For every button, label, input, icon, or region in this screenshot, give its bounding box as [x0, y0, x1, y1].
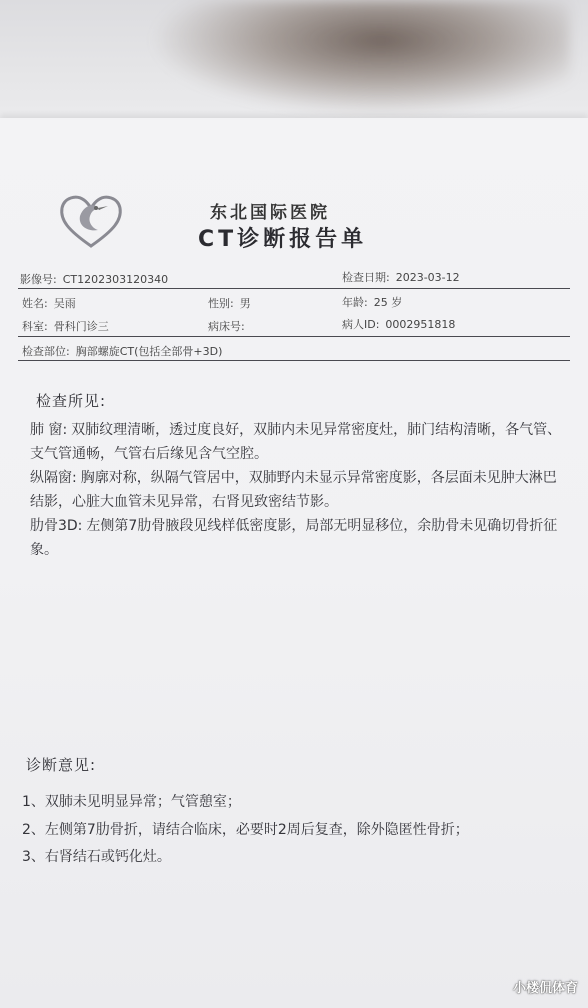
department-value: 骨科门诊三: [53, 320, 109, 333]
age-field: [342, 294, 402, 310]
rib-3d-paragraph: [30, 514, 568, 562]
blurred-hand-shadow: [150, 0, 570, 115]
exam-date-label: 检查日期:: [342, 271, 390, 284]
hospital-name: 东北国际医院: [210, 203, 330, 223]
age-label: 年龄:: [342, 296, 368, 309]
divider-line: [18, 360, 570, 361]
ward-field: [208, 318, 251, 334]
report-title: CT诊断报告单: [198, 227, 368, 252]
gender-value: 男: [239, 297, 251, 310]
watermark-text: 小楼侃体育: [512, 981, 578, 996]
name-label: 姓名:: [22, 297, 48, 310]
image-number-field: [20, 271, 168, 287]
name-value: 吴雨: [53, 297, 76, 310]
patient-id-value: 0002951818: [385, 318, 456, 331]
name-field: [22, 295, 76, 311]
exam-date-value: 2023-03-12: [395, 271, 460, 284]
image-number-value: CT1202303120340: [62, 273, 169, 286]
department-label: 科室:: [22, 320, 48, 333]
divider-line: [18, 288, 570, 289]
ward-label: 病床号:: [208, 320, 245, 333]
mediastinum-text: 胸廓对称，纵隔气管居中，双肺野内未显示异常密度影，各层面未见肿大淋巴结影，心脏大血管未见异常，右肾见致密结节影。: [30, 470, 557, 510]
rib-3d-label: 肋骨3D:: [30, 518, 83, 534]
age-value: 25 岁: [373, 296, 403, 309]
department-field: [22, 318, 109, 334]
exam-part-label: 检查部位:: [22, 345, 70, 358]
diagnosis-item: 3、右肾结石或钙化灶。: [22, 849, 171, 865]
mediastinum-paragraph: [30, 466, 568, 514]
exam-part-field: [22, 343, 222, 359]
diagnosis-item: 2、左侧第7肋骨折，请结合临床，必要时2周后复查，除外隐匿性骨折；: [22, 822, 469, 838]
lung-window-label: 肺 窗:: [30, 422, 68, 438]
diagnosis-item: 1、双肺未见明显异常；气管憩室；: [22, 794, 241, 810]
diagnosis-heading: 诊断意见:: [26, 756, 97, 774]
lung-window-paragraph: [30, 418, 568, 466]
patient-id-field: [342, 316, 455, 332]
exam-part-value: 胸部螺旋CT(包括全部骨+3D): [75, 345, 223, 358]
gender-field: [208, 295, 251, 311]
exam-date-field: [342, 269, 460, 285]
mediastinum-label: 纵隔窗:: [30, 470, 77, 486]
gender-label: 性别:: [208, 297, 234, 310]
findings-heading: 检查所见:: [36, 392, 107, 410]
lung-window-text: 双肺纹理清晰，透过度良好，双肺内未见异常密度灶，肺门结构清晰，各气管、支气管通畅，气管右后缘见含气空腔。: [30, 422, 562, 462]
hospital-logo-icon: [58, 190, 124, 250]
rib-3d-text: 左侧第7肋骨腋段见线样低密度影，局部无明显移位，余肋骨未见确切骨折征象。: [30, 518, 558, 558]
divider-line: [18, 336, 570, 337]
patient-id-label: 病人ID:: [342, 318, 380, 331]
image-number-label: 影像号:: [20, 273, 57, 286]
